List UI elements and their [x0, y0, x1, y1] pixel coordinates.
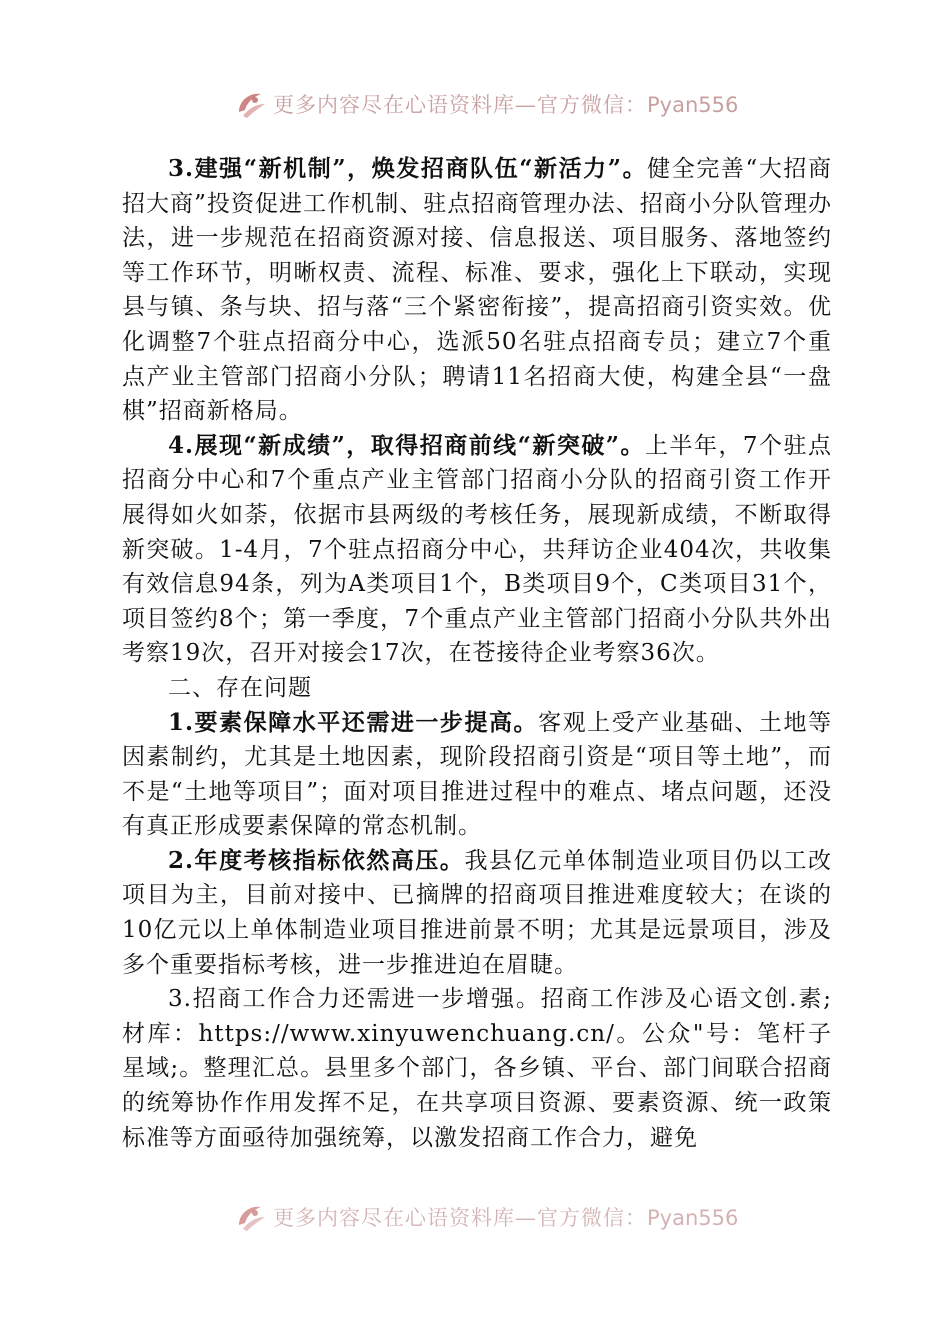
section-heading: 二、存在问题 — [168, 674, 312, 701]
watermark-header — [233, 84, 738, 124]
paragraph-3-lead: 1.要素保障水平还需进一步提高。 — [168, 708, 539, 736]
watermark-text: 更多内容尽在心语资料库—官方微信：Pyan556 — [273, 1206, 739, 1230]
paragraph-5-text: 3.招商工作合力还需进一步增强。招商工作涉及心语文创.素;材库：https://www.xinyuwenchuang.cn/。公众"号：笔杆子星域;。整理汇总。县里多个部门，各乡镇、平台、部门间联合招商的统筹协作作用发挥不足，在共享项目资源、要素资源、统一政策标准等方面亟待加强统筹，以激发招商工作合力，避免 — [122, 986, 832, 1151]
paragraph-4-text: 我县亿元单体制造业项目仍以工改项目为主，目前对接中、已摘牌的招商项目推进难度较大；在谈的10亿元以上单体制造业项目推进前景不明；尤其是远景项目，涉及多个重要指标考核，进一步推进迫在眉睫。 — [122, 847, 832, 978]
feather-swirl-logo-icon — [233, 86, 269, 122]
watermark-footer — [233, 1205, 738, 1241]
paragraph-1 — [122, 152, 832, 429]
paragraph-1-lead: 3.建强“新机制”，焕发招商队伍“新活力”。 — [168, 155, 648, 182]
paragraph-4 — [122, 844, 832, 982]
document-body — [122, 152, 832, 1155]
paragraph-2-lead: 4.展现“新成绩”，取得招商前线“新突破”。 — [168, 431, 645, 459]
paragraph-3 — [122, 706, 832, 844]
watermark-text: 更多内容尽在心语资料库—官方微信：Pyan556 — [273, 93, 739, 117]
paragraph-3-text: 客观上受产业基础、土地等因素制约，尤其是土地因素，现阶段招商引资是“项目等土地”，而不是“土地等项目”；面对项目推进过程中的难点、堵点问题，还没有真正形成要素保障的常态机制。 — [122, 709, 833, 840]
paragraph-5 — [122, 982, 832, 1155]
paragraph-2-text: 上半年，7个驻点招商分中心和7个重点产业主管部门招商小分队的招商引资工作开展得如火如荼，依据市县两级的考核任务，展现新成绩，不断取得新突破。1-4月，7个驻点招商分中心，共拜访企业404次，共收集有效信息94条，列为A类项目1个，B类项目9个，C类项目31个，项目签约8个；第一季度，7个重点产业主管部门招商小分队共外出考察19次，召开对接会17次，在苍接待企业考察36次。 — [122, 432, 832, 667]
paragraph-2 — [122, 429, 832, 671]
feather-swirl-logo-icon — [233, 1205, 269, 1235]
paragraph-4-lead: 2.年度考核指标依然高压。 — [168, 846, 465, 874]
paragraph-1-text: 健全完善“大招商招大商”投资促进工作机制、驻点招商管理办法、招商小分队管理办法，进一步规范在招商资源对接、信息报送、项目服务、落地签约等工作环节，明晰权责、流程、标准、要求，强化上下联动，实现县与镇、条与块、招与落“三个紧密衔接”，提高招商引资实效。优化调整7个驻点招商分中心，选派50名驻点招商专员；建立7个重点产业主管部门招商小分队；聘请11名招商大使，构建全县“一盘棋”招商新格局。 — [122, 156, 832, 425]
